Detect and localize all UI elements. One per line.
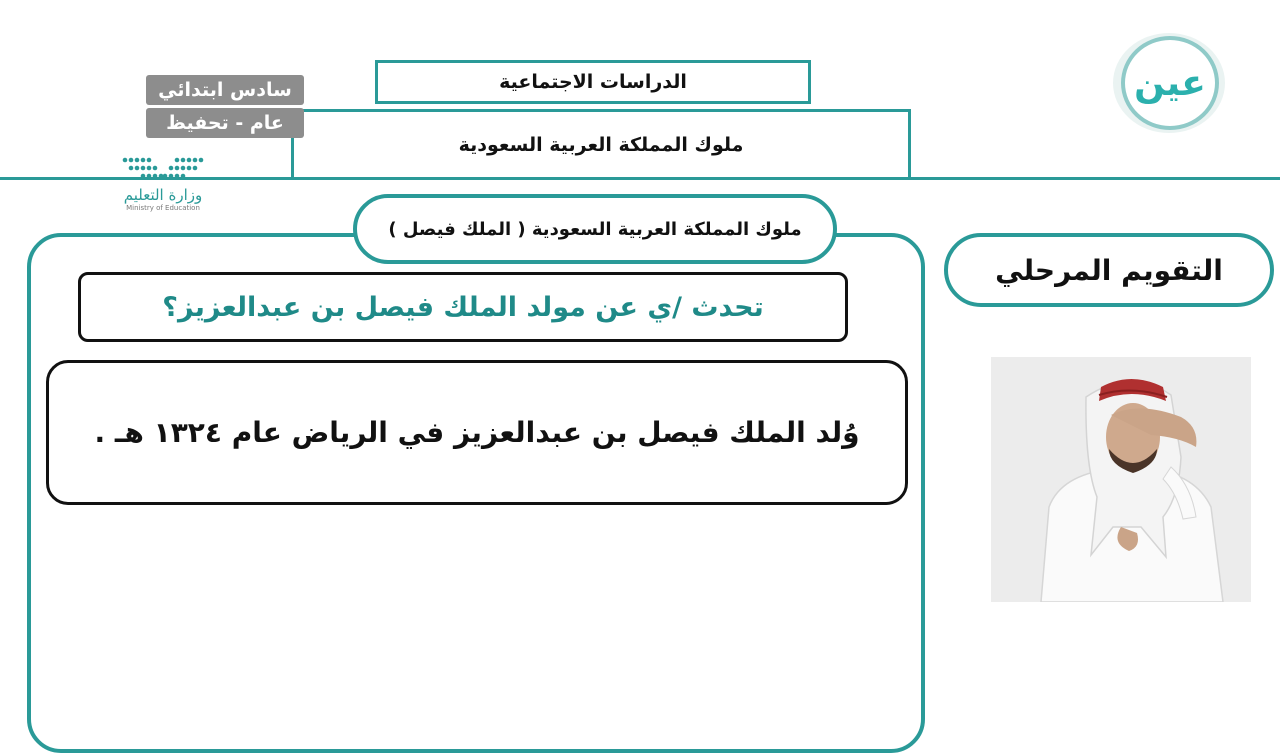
evaluation-label: التقويم المرحلي bbox=[944, 233, 1274, 307]
topic-label: ملوك المملكة العربية السعودية bbox=[291, 109, 911, 177]
track-badge: عام - تحفيظ bbox=[146, 108, 304, 138]
interpreter-figure-icon bbox=[991, 357, 1251, 602]
sign-language-video bbox=[991, 357, 1251, 602]
lesson-title: ملوك المملكة العربية السعودية ( الملك فيصل ) bbox=[353, 194, 837, 264]
ein-logo: عين bbox=[1121, 36, 1219, 130]
ministry-name-en: Ministry of Education bbox=[126, 204, 200, 212]
ministry-dots-icon bbox=[117, 152, 209, 184]
subject-label: الدراسات الاجتماعية bbox=[375, 60, 811, 104]
answer-text: وُلد الملك فيصل بن عبدالعزيز في الرياض عام ١٣٢٤ هـ . bbox=[46, 360, 908, 505]
grade-badge: سادس ابتدائي bbox=[146, 75, 304, 105]
question-text: تحدث /ي عن مولد الملك فيصل بن عبدالعزيز؟ bbox=[78, 272, 848, 342]
ministry-name-ar: وزارة التعليم bbox=[123, 186, 203, 204]
ministry-logo bbox=[108, 152, 218, 224]
